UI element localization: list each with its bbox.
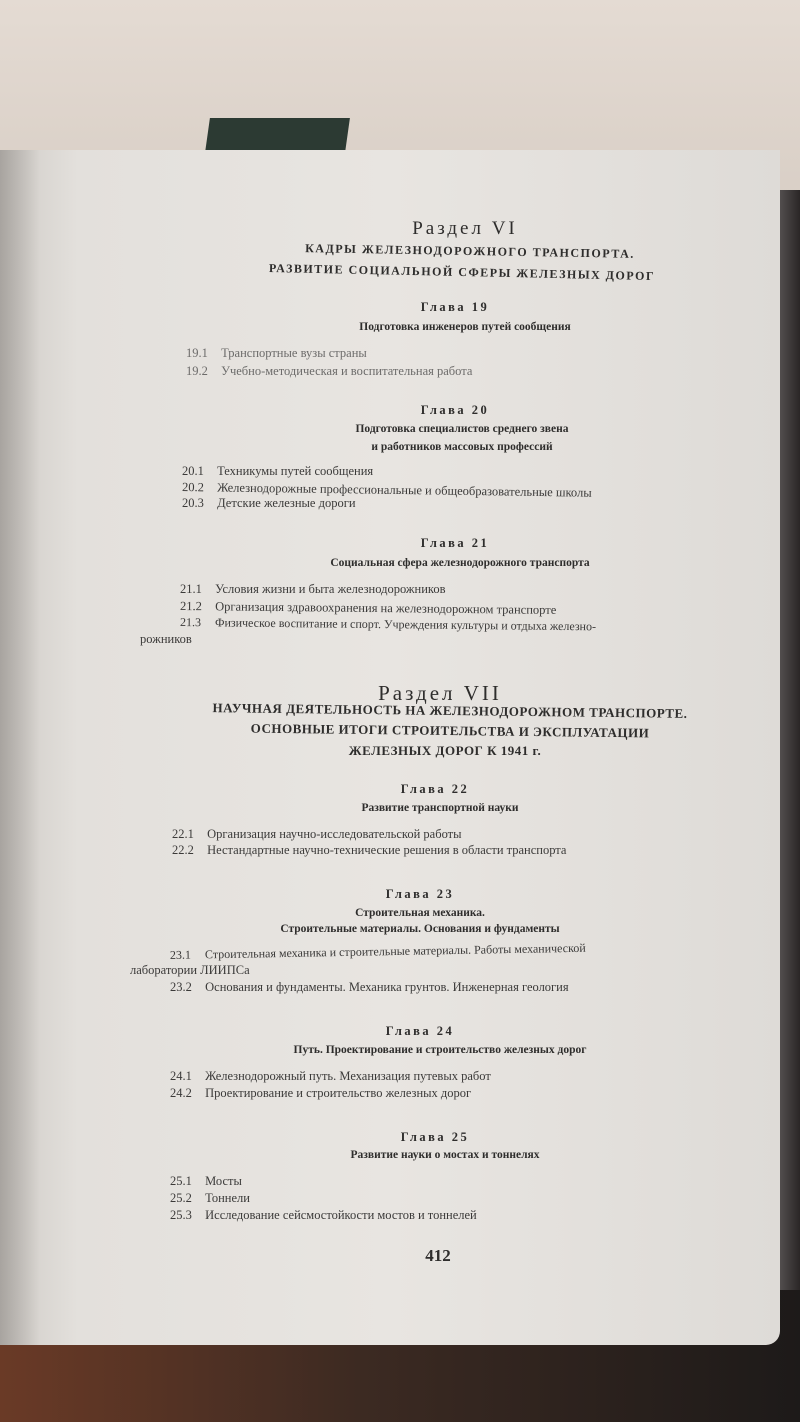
section-heading: Раздел VII xyxy=(378,681,502,705)
chapter-heading: Глава 24 xyxy=(385,1024,455,1038)
chapter-title: Подготовка инженеров путей сообщения xyxy=(359,321,571,333)
toc-entry: 25.2 Тоннели xyxy=(170,1191,250,1205)
section-heading: Раздел VI xyxy=(412,218,518,239)
chapter-title: Строительные материалы. Основания и фундаменты xyxy=(280,923,560,935)
toc-entry: 19.2 Учебно-методическая и воспитательная работа xyxy=(186,364,473,378)
section-title: ОСНОВНЫЕ ИТОГИ СТРОИТЕЛЬСТВА И ЭКСПЛУАТАЦИИ xyxy=(250,720,650,741)
chapter-title: Развитие науки о мостах и тоннелях xyxy=(350,1149,540,1161)
section-title: НАУЧНАЯ ДЕЯТЕЛЬНОСТЬ НА ЖЕЛЕЗНОДОРОЖНОМ ТРАНСПОРТЕ. xyxy=(212,700,688,721)
toc-entry: 23.1 Строительная механика и строительные материалы. Работы механической xyxy=(169,940,586,962)
section-title: ЖЕЛЕЗНЫХ ДОРОГ К 1941 г. xyxy=(348,743,542,758)
chapter-title: Путь. Проектирование и строительство железных дорог xyxy=(293,1044,587,1056)
toc-entry: 20.1 Техникумы путей сообщения xyxy=(182,464,374,478)
toc-entry-continuation: рожников xyxy=(140,632,192,646)
chapter-heading: Глава 19 xyxy=(420,300,490,314)
toc-entry: 21.3 Физическое воспитание и спорт. Учреждения культуры и отдыха железно- xyxy=(179,615,597,634)
chapter-title: Строительная механика. xyxy=(355,907,485,919)
toc-entry: 21.2 Организация здравоохранения на железнодорожном транспорте xyxy=(179,599,557,617)
toc-entry: 22.2 Нестандартные научно-технические решения в области транспорта xyxy=(172,843,567,857)
section-title: КАДРЫ ЖЕЛЕЗНОДОРОЖНОГО ТРАНСПОРТА. xyxy=(305,241,635,261)
section-title: РАЗВИТИЕ СОЦИАЛЬНОЙ СФЕРЫ ЖЕЛЕЗНЫХ ДОРОГ xyxy=(268,260,656,284)
toc-entry: 21.1 Условия жизни и быта железнодорожников xyxy=(180,582,446,596)
toc-entry: 23.2 Основания и фундаменты. Механика грунтов. Инженерная геология xyxy=(170,980,569,994)
toc-entry: 24.1 Железнодорожный путь. Механизация путевых работ xyxy=(170,1069,491,1083)
chapter-heading: Глава 22 xyxy=(400,782,470,796)
toc-entry: 22.1 Организация научно-исследовательской работы xyxy=(172,827,462,841)
toc-entry: 19.1 Транспортные вузы страны xyxy=(186,346,367,360)
chapter-title: Подготовка специалистов среднего звена xyxy=(355,423,569,435)
toc-entry: 24.2 Проектирование и строительство железных дорог xyxy=(170,1086,472,1100)
chapter-heading: Глава 23 xyxy=(385,887,455,901)
page-number: 412 xyxy=(425,1246,451,1265)
toc-entry: 25.1 Мосты xyxy=(170,1174,242,1188)
toc-entry-continuation: лаборатории ЛИИПСа xyxy=(130,963,250,977)
toc-entry: 25.3 Исследование сейсмостойкости мостов и тоннелей xyxy=(170,1208,477,1222)
chapter-heading: Глава 25 xyxy=(400,1130,470,1144)
chapter-heading: Глава 21 xyxy=(420,536,490,550)
toc-entry: 20.3 Детские железные дороги xyxy=(182,496,356,510)
toc-entry: 20.2 Железнодорожные профессиональные и общеобразовательные школы xyxy=(181,480,592,500)
chapter-title: Социальная сфера железнодорожного транспорта xyxy=(330,557,590,569)
chapter-heading: Глава 20 xyxy=(420,403,490,417)
chapter-title: Развитие транспортной науки xyxy=(361,802,519,814)
chapter-title: и работников массовых профессий xyxy=(371,441,553,453)
